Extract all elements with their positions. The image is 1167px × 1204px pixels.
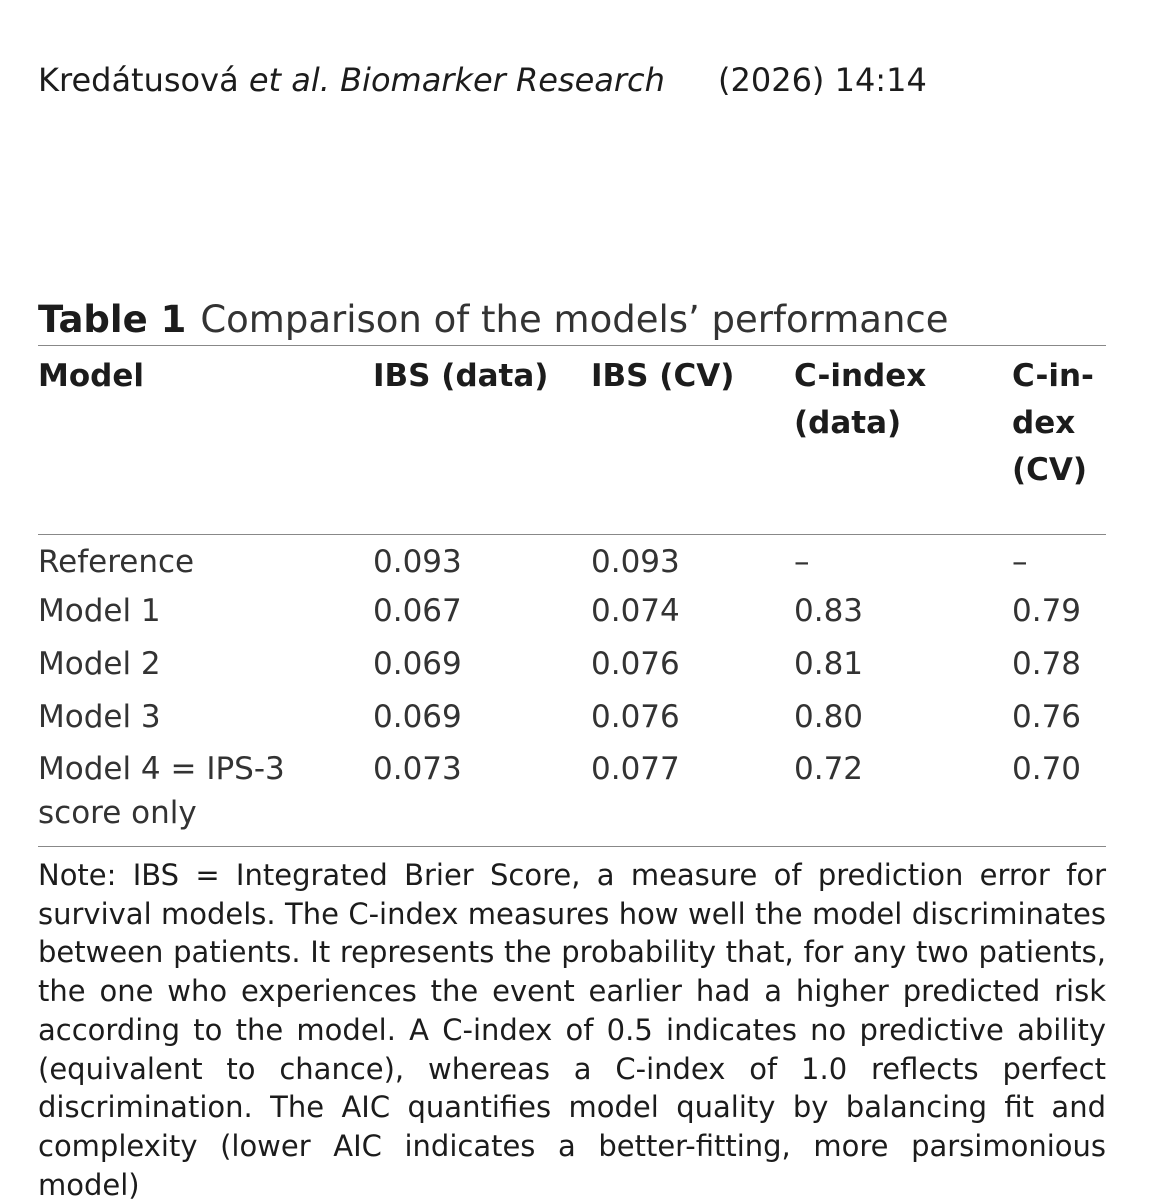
table-cell: 0.069 bbox=[373, 699, 462, 735]
table-cell: Model 1 bbox=[38, 593, 161, 629]
table-cell: 0.76 bbox=[1012, 699, 1082, 735]
table-cell: 0.093 bbox=[373, 544, 462, 580]
table-cell: – bbox=[794, 544, 810, 580]
table-header-row bbox=[38, 353, 1106, 535]
table-cell: 0.70 bbox=[1012, 751, 1082, 787]
table-cell: 0.78 bbox=[1012, 646, 1082, 682]
table-cell: 0.069 bbox=[373, 646, 462, 682]
table-top-rule bbox=[38, 345, 1106, 346]
table-cell: 0.093 bbox=[591, 544, 680, 580]
table-cell: 0.076 bbox=[591, 699, 680, 735]
table-label: Table 1 bbox=[38, 298, 187, 341]
table-cell: 0.81 bbox=[794, 646, 864, 682]
column-header: C-index (data) bbox=[794, 358, 927, 441]
table-row bbox=[38, 747, 1106, 835]
column-header: Model bbox=[38, 358, 144, 394]
table-cell: 0.72 bbox=[794, 751, 864, 787]
table-row bbox=[38, 588, 1106, 641]
table-bottom-rule bbox=[38, 846, 1106, 847]
table-cell: 0.79 bbox=[1012, 593, 1082, 629]
table-cell: Model 4 = IPS-3 score only bbox=[38, 751, 285, 831]
table-row bbox=[38, 694, 1106, 747]
table-cell: 0.076 bbox=[591, 646, 680, 682]
table-cell: 0.83 bbox=[794, 593, 864, 629]
table-cell: Model 3 bbox=[38, 699, 161, 735]
performance-table bbox=[38, 353, 1106, 835]
table-row bbox=[38, 641, 1106, 694]
table-cell: 0.067 bbox=[373, 593, 462, 629]
running-header bbox=[38, 58, 927, 102]
table-cell: – bbox=[1012, 544, 1028, 580]
table-cell: 0.073 bbox=[373, 751, 462, 787]
table-title: Comparison of the models’ performance bbox=[200, 298, 949, 341]
column-header: IBS (CV) bbox=[591, 358, 735, 394]
header-citation: (2026) 14:14 bbox=[718, 61, 927, 99]
header-authors: Kredátusová et al. Biomarker Research bbox=[38, 61, 665, 99]
table-cell: 0.074 bbox=[591, 593, 680, 629]
column-header: IBS (data) bbox=[373, 358, 549, 394]
table-cell: 0.077 bbox=[591, 751, 680, 787]
table-footnote: Note: IBS = Integrated Brier Score, a measure of prediction error for survival models. The C-index measures how well the model discriminates between patients. It represents the probability that, for any two patients, the one who experiences the event earlier had a higher predicted risk according to the model. A C-index of 0.5 indicates no predictive ability (equivalent to chance), whereas a C-index of 1.0 reflects perfect discrimination. The AIC quantifies model quality by balancing fit and complexity (lower AIC indicates a better-fitting, more parsimonious model) bbox=[38, 858, 1106, 1202]
table-cell: 0.80 bbox=[794, 699, 864, 735]
table-caption bbox=[38, 296, 949, 344]
column-header: C-in-dex (CV) bbox=[1012, 358, 1094, 488]
table-row bbox=[38, 535, 1106, 588]
table-cell: Reference bbox=[38, 544, 195, 580]
table-cell: Model 2 bbox=[38, 646, 161, 682]
